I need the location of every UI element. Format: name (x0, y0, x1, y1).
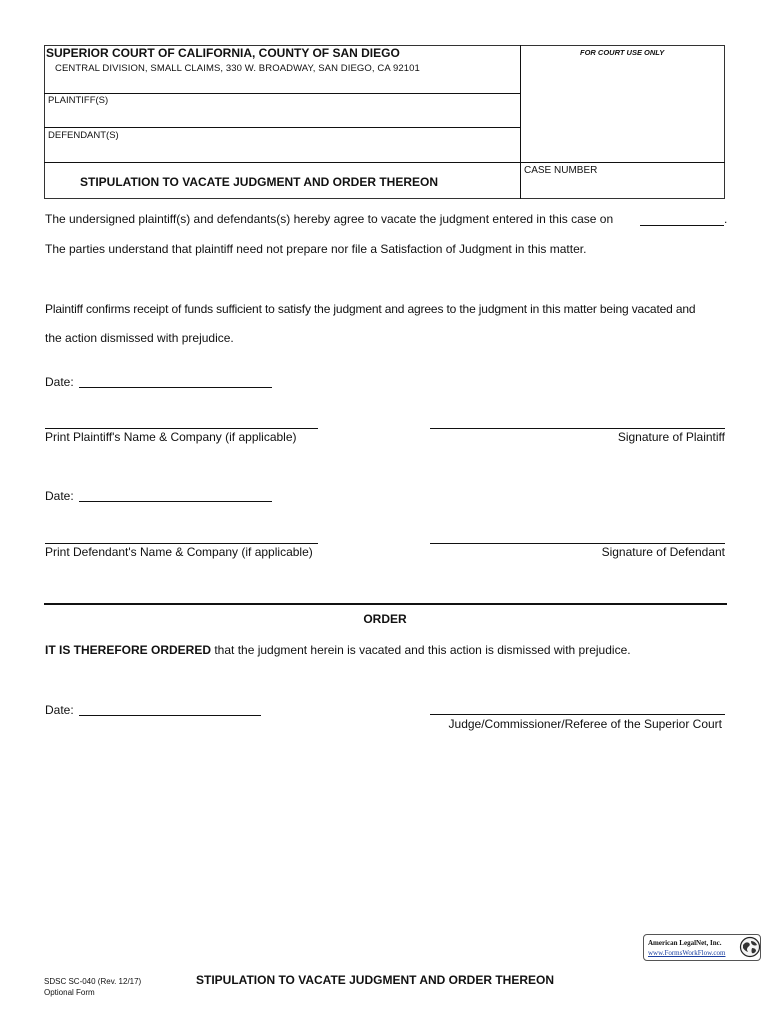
order-date-label: Date: (45, 703, 74, 717)
confirm-text-line-1: Plaintiff confirms receipt of funds sufficient to satisfy the judgment and agrees to the judgment in this matter being vacated and (45, 302, 696, 316)
defendant-date-label: Date: (45, 489, 74, 503)
confirm-text-line-2: the action dismissed with prejudice. (45, 331, 234, 345)
plaintiff-date-label: Date: (45, 375, 74, 389)
court-address: CENTRAL DIVISION, SMALL CLAIMS, 330 W. BROADWAY, SAN DIEGO, CA 92101 (55, 63, 420, 74)
agree-period: . (724, 212, 728, 226)
plaintiffs-label: PLAINTIFF(S) (48, 95, 109, 106)
publisher-url[interactable]: www.FormsWorkFlow.com (648, 949, 726, 957)
footer-title: STIPULATION TO VACATE JUDGMENT AND ORDER THEREON (196, 973, 555, 987)
defendants-label: DEFENDANT(S) (48, 130, 119, 141)
order-statement-text: that the judgment herein is vacated and this action is dismissed with prejudice. (211, 643, 631, 657)
judgment-date-field[interactable] (640, 225, 724, 226)
order-date-field[interactable] (79, 715, 261, 716)
caption-rule (44, 162, 725, 163)
defendant-name-label: Print Defendant's Name & Company (if applicable) (45, 545, 313, 559)
plaintiff-name-label: Print Plaintiff's Name & Company (if applicable) (45, 430, 297, 444)
publisher-name: American LegalNet, Inc. (648, 939, 722, 947)
defendant-signature-label: Signature of Defendant (601, 545, 725, 559)
caption-rule (44, 127, 520, 128)
plaintiff-name-field[interactable] (45, 428, 318, 429)
caption-divider (520, 45, 521, 199)
court-name: SUPERIOR COURT OF CALIFORNIA, COUNTY OF SAN DIEGO (46, 46, 400, 60)
order-statement (45, 643, 631, 657)
section-divider (44, 603, 727, 605)
defendant-signature-field[interactable] (430, 543, 725, 544)
agree-text: The undersigned plaintiff(s) and defendants(s) hereby agree to vacate the judgment entered in this case on (45, 212, 614, 226)
document-title: STIPULATION TO VACATE JUDGMENT AND ORDER THEREON (80, 175, 439, 189)
order-statement-bold: IT IS THEREFORE ORDERED (45, 643, 212, 657)
caption-rule (44, 93, 520, 94)
satisfaction-text: The parties understand that plaintiff need not prepare nor file a Satisfaction of Judgment in this matter. (45, 242, 587, 256)
plaintiff-date-field[interactable] (79, 387, 272, 388)
form-number: SDSC SC-040 (Rev. 12/17) (44, 977, 142, 986)
court-use-label: FOR COURT USE ONLY (580, 48, 665, 57)
judge-label: Judge/Commissioner/Referee of the Superior Court (448, 717, 722, 731)
defendant-name-field[interactable] (45, 543, 318, 544)
order-heading: ORDER (363, 612, 407, 626)
optional-form-label: Optional Form (44, 988, 95, 997)
plaintiff-signature-label: Signature of Plaintiff (617, 430, 725, 444)
globe-icon (739, 936, 761, 958)
plaintiff-signature-field[interactable] (430, 428, 725, 429)
judge-signature-field[interactable] (430, 714, 725, 715)
case-number-label: CASE NUMBER (524, 165, 598, 176)
defendant-date-field[interactable] (79, 501, 272, 502)
